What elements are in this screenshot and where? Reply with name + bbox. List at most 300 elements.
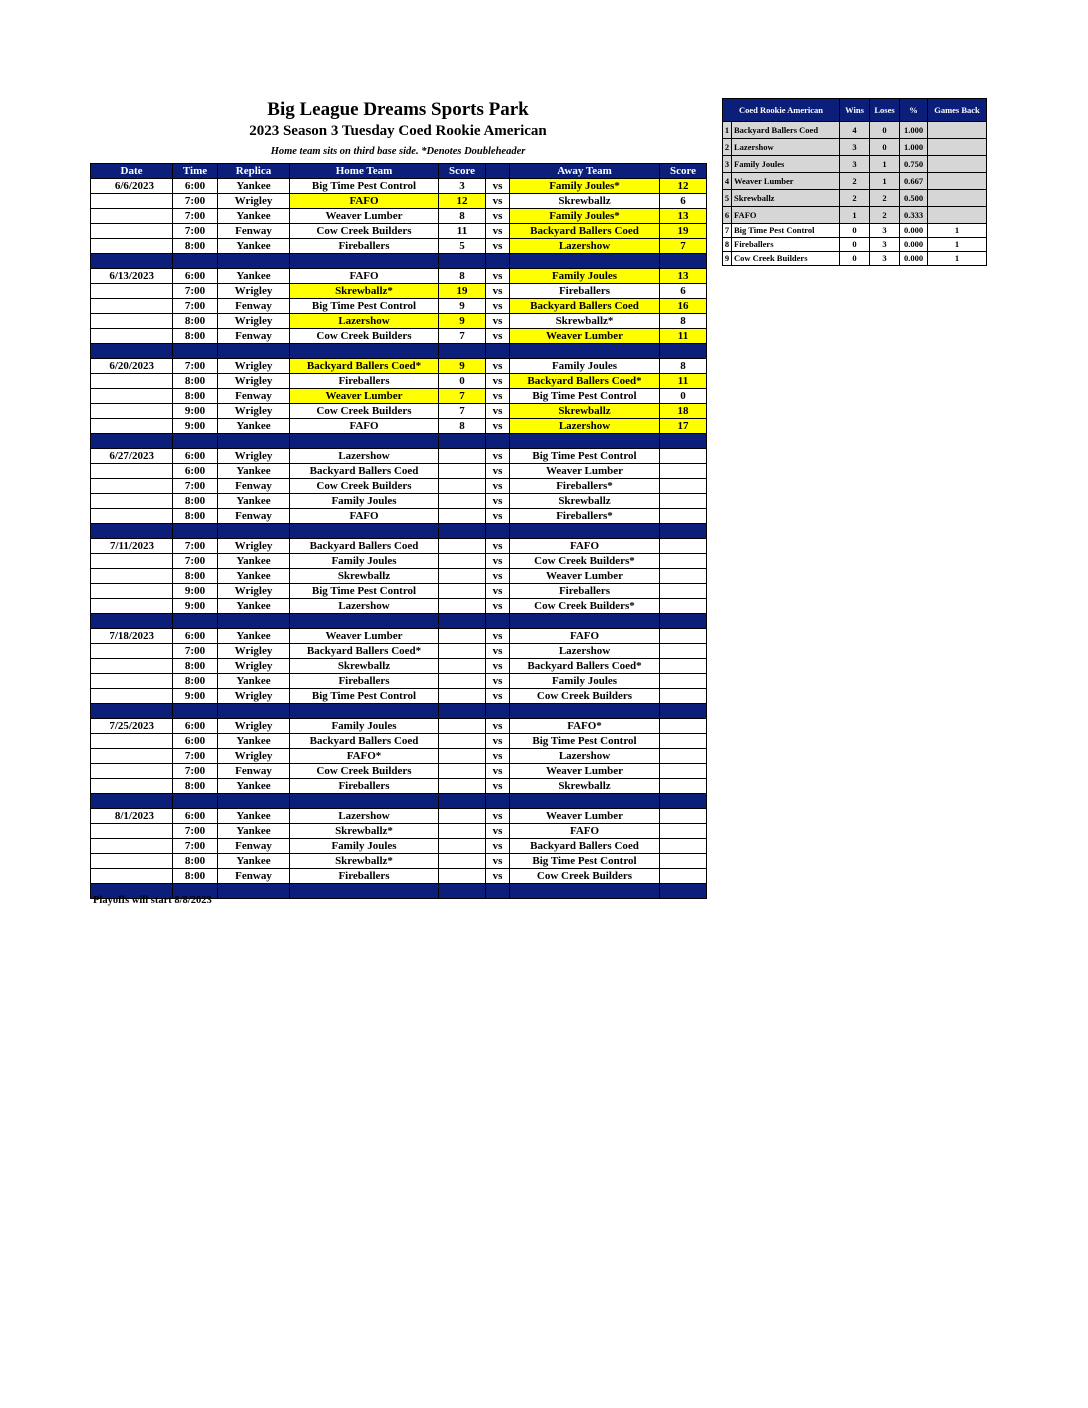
- home-team: Lazershow: [290, 449, 439, 464]
- standings-games-back: 1: [928, 224, 987, 238]
- separator-cell: [439, 524, 486, 539]
- game-date: [91, 569, 173, 584]
- game-field: Wrigley: [218, 404, 290, 419]
- game-time: 7:00: [173, 554, 218, 569]
- home-team: Family Joules: [290, 554, 439, 569]
- home-team: Lazershow: [290, 314, 439, 329]
- game-row: [91, 374, 707, 389]
- home-team: Fireballers: [290, 674, 439, 689]
- home-team: Cow Creek Builders: [290, 224, 439, 239]
- game-time: 7:00: [173, 284, 218, 299]
- game-field: Yankee: [218, 464, 290, 479]
- vs-label: vs: [486, 449, 510, 464]
- home-score: [439, 584, 486, 599]
- separator-cell: [439, 344, 486, 359]
- home-score: 7: [439, 389, 486, 404]
- vs-label: vs: [486, 224, 510, 239]
- game-date: [91, 239, 173, 254]
- game-date: [91, 404, 173, 419]
- game-row: [91, 239, 707, 254]
- vs-label: vs: [486, 674, 510, 689]
- standings-games-back: [928, 122, 987, 139]
- standings-team: Backyard Ballers Coed: [732, 122, 840, 139]
- away-score: 12: [660, 179, 707, 194]
- away-score: 0: [660, 389, 707, 404]
- separator-cell: [660, 884, 707, 899]
- home-score: [439, 674, 486, 689]
- away-score: [660, 464, 707, 479]
- away-score: [660, 509, 707, 524]
- vs-label: vs: [486, 329, 510, 344]
- standings-losses: 3: [870, 224, 900, 238]
- standings-wins: 0: [840, 238, 870, 252]
- standings-wins: 2: [840, 190, 870, 207]
- separator-cell: [218, 344, 290, 359]
- away-team: Backyard Ballers Coed: [510, 299, 660, 314]
- separator-cell: [486, 704, 510, 719]
- vs-label: vs: [486, 599, 510, 614]
- game-row: [91, 179, 707, 194]
- col-replica-header: Replica: [218, 164, 290, 179]
- game-time: 8:00: [173, 494, 218, 509]
- away-score: [660, 854, 707, 869]
- game-date: [91, 689, 173, 704]
- col-date-header: Date: [91, 164, 173, 179]
- game-field: Wrigley: [218, 314, 290, 329]
- standings-losses: 0: [870, 139, 900, 156]
- game-time: 8:00: [173, 374, 218, 389]
- game-field: Yankee: [218, 179, 290, 194]
- vs-label: vs: [486, 824, 510, 839]
- vs-label: vs: [486, 209, 510, 224]
- home-score: [439, 629, 486, 644]
- away-score: [660, 599, 707, 614]
- standings-loses-header: Loses: [870, 99, 900, 122]
- vs-label: vs: [486, 689, 510, 704]
- home-score: 7: [439, 329, 486, 344]
- away-team: Lazershow: [510, 749, 660, 764]
- home-team: Fireballers: [290, 869, 439, 884]
- standings-wins: 4: [840, 122, 870, 139]
- away-team: Skrewballz: [510, 404, 660, 419]
- standings-wins: 3: [840, 139, 870, 156]
- separator-cell: [290, 704, 439, 719]
- standings-row: [723, 224, 987, 238]
- separator-cell: [660, 254, 707, 269]
- standings-division-header: Coed Rookie American: [723, 99, 840, 122]
- game-row: [91, 569, 707, 584]
- game-date: [91, 869, 173, 884]
- game-date: [91, 854, 173, 869]
- game-row: [91, 464, 707, 479]
- game-row: [91, 554, 707, 569]
- away-score: [660, 629, 707, 644]
- away-score: 17: [660, 419, 707, 434]
- standings-wins-header: Wins: [840, 99, 870, 122]
- home-score: 19: [439, 284, 486, 299]
- standings-wins: 0: [840, 252, 870, 266]
- separator-cell: [510, 434, 660, 449]
- away-team: Big Time Pest Control: [510, 734, 660, 749]
- week-separator: [91, 434, 707, 449]
- game-date: [91, 299, 173, 314]
- standings-wins: 0: [840, 224, 870, 238]
- game-date: [91, 554, 173, 569]
- vs-label: vs: [486, 659, 510, 674]
- vs-label: vs: [486, 404, 510, 419]
- home-team: Big Time Pest Control: [290, 179, 439, 194]
- separator-cell: [660, 794, 707, 809]
- away-team: Family Joules*: [510, 209, 660, 224]
- home-team: Backyard Ballers Coed: [290, 539, 439, 554]
- game-row: [91, 584, 707, 599]
- week-separator: [91, 794, 707, 809]
- away-team: Backyard Ballers Coed*: [510, 659, 660, 674]
- game-date: [91, 509, 173, 524]
- separator-cell: [510, 524, 660, 539]
- away-team: Fireballers: [510, 284, 660, 299]
- game-date: 6/20/2023: [91, 359, 173, 374]
- standings-pct: 0.000: [900, 238, 928, 252]
- vs-label: vs: [486, 539, 510, 554]
- separator-cell: [510, 614, 660, 629]
- separator-cell: [173, 524, 218, 539]
- game-field: Yankee: [218, 599, 290, 614]
- page-title: Big League Dreams Sports Park: [267, 99, 529, 120]
- separator-cell: [486, 344, 510, 359]
- game-row: [91, 719, 707, 734]
- game-date: 7/18/2023: [91, 629, 173, 644]
- away-score: 19: [660, 224, 707, 239]
- separator-cell: [486, 614, 510, 629]
- game-time: 6:00: [173, 719, 218, 734]
- home-score: 3: [439, 179, 486, 194]
- away-team: Cow Creek Builders: [510, 689, 660, 704]
- game-field: Yankee: [218, 569, 290, 584]
- home-score: 8: [439, 269, 486, 284]
- home-score: 12: [439, 194, 486, 209]
- standings-pct-header: %: [900, 99, 928, 122]
- separator-cell: [510, 794, 660, 809]
- game-field: Fenway: [218, 389, 290, 404]
- vs-label: vs: [486, 299, 510, 314]
- home-team: Backyard Ballers Coed: [290, 734, 439, 749]
- game-date: 7/25/2023: [91, 719, 173, 734]
- separator-cell: [91, 434, 173, 449]
- separator-cell: [486, 794, 510, 809]
- game-date: [91, 284, 173, 299]
- game-row: [91, 299, 707, 314]
- vs-label: vs: [486, 809, 510, 824]
- game-field: Wrigley: [218, 749, 290, 764]
- game-date: [91, 419, 173, 434]
- away-score: 11: [660, 329, 707, 344]
- home-score: [439, 479, 486, 494]
- game-row: [91, 599, 707, 614]
- game-time: 9:00: [173, 419, 218, 434]
- separator-cell: [439, 884, 486, 899]
- game-row: [91, 494, 707, 509]
- standings-row: [723, 252, 987, 266]
- game-field: Fenway: [218, 509, 290, 524]
- away-score: [660, 689, 707, 704]
- standings-games-back: 1: [928, 238, 987, 252]
- game-row: [91, 194, 707, 209]
- away-team: Fireballers: [510, 584, 660, 599]
- game-time: 7:00: [173, 749, 218, 764]
- week-separator: [91, 614, 707, 629]
- separator-cell: [660, 344, 707, 359]
- home-score: [439, 719, 486, 734]
- home-score: [439, 779, 486, 794]
- game-field: Yankee: [218, 554, 290, 569]
- separator-cell: [173, 704, 218, 719]
- standings-team: Big Time Pest Control: [732, 224, 840, 238]
- game-row: [91, 209, 707, 224]
- separator-cell: [290, 884, 439, 899]
- away-score: [660, 584, 707, 599]
- home-team: Backyard Ballers Coed*: [290, 359, 439, 374]
- away-team: Weaver Lumber: [510, 809, 660, 824]
- home-team: Skrewballz: [290, 569, 439, 584]
- separator-cell: [439, 794, 486, 809]
- home-team: Weaver Lumber: [290, 209, 439, 224]
- away-score: 6: [660, 284, 707, 299]
- home-score: [439, 734, 486, 749]
- home-score: 5: [439, 239, 486, 254]
- game-row: [91, 314, 707, 329]
- game-date: 6/27/2023: [91, 449, 173, 464]
- schedule-body: [91, 179, 707, 899]
- game-row: [91, 224, 707, 239]
- game-row: [91, 869, 707, 884]
- game-row: [91, 644, 707, 659]
- game-time: 8:00: [173, 239, 218, 254]
- separator-cell: [218, 704, 290, 719]
- game-time: 8:00: [173, 314, 218, 329]
- standings-rank: 7: [723, 224, 732, 238]
- vs-label: vs: [486, 569, 510, 584]
- away-team: Family Joules: [510, 269, 660, 284]
- game-time: 6:00: [173, 464, 218, 479]
- home-team: Family Joules: [290, 839, 439, 854]
- vs-label: vs: [486, 494, 510, 509]
- game-row: [91, 284, 707, 299]
- week-separator: [91, 524, 707, 539]
- standings-row: [723, 173, 987, 190]
- game-field: Yankee: [218, 674, 290, 689]
- home-team: FAFO: [290, 509, 439, 524]
- separator-cell: [439, 434, 486, 449]
- home-team: FAFO*: [290, 749, 439, 764]
- game-time: 7:00: [173, 644, 218, 659]
- home-team: Fireballers: [290, 779, 439, 794]
- away-score: 18: [660, 404, 707, 419]
- separator-cell: [439, 614, 486, 629]
- away-score: [660, 764, 707, 779]
- standings-header-row: [723, 99, 987, 122]
- game-date: [91, 674, 173, 689]
- home-score: 8: [439, 419, 486, 434]
- home-team: Skrewballz*: [290, 284, 439, 299]
- week-separator: [91, 254, 707, 269]
- standings-pct: 0.000: [900, 252, 928, 266]
- standings-games-back: 1: [928, 252, 987, 266]
- standings-team: Cow Creek Builders: [732, 252, 840, 266]
- home-team: FAFO: [290, 419, 439, 434]
- away-team: Big Time Pest Control: [510, 389, 660, 404]
- game-field: Wrigley: [218, 644, 290, 659]
- game-time: 6:00: [173, 179, 218, 194]
- game-row: [91, 509, 707, 524]
- game-field: Wrigley: [218, 719, 290, 734]
- game-time: 7:00: [173, 359, 218, 374]
- separator-cell: [91, 614, 173, 629]
- game-time: 8:00: [173, 779, 218, 794]
- vs-label: vs: [486, 779, 510, 794]
- away-team: Fireballers*: [510, 479, 660, 494]
- separator-cell: [218, 794, 290, 809]
- away-score: [660, 719, 707, 734]
- schedule-header-row: [91, 164, 707, 179]
- game-date: [91, 734, 173, 749]
- home-team: Big Time Pest Control: [290, 299, 439, 314]
- game-time: 6:00: [173, 449, 218, 464]
- standings-row: [723, 156, 987, 173]
- vs-label: vs: [486, 509, 510, 524]
- separator-cell: [439, 704, 486, 719]
- col-away-score-header: Score: [660, 164, 707, 179]
- standings-row: [723, 190, 987, 207]
- home-team: Cow Creek Builders: [290, 404, 439, 419]
- home-team: Backyard Ballers Coed: [290, 464, 439, 479]
- standings-losses: 2: [870, 207, 900, 224]
- game-row: [91, 269, 707, 284]
- game-field: Yankee: [218, 824, 290, 839]
- away-team: FAFO: [510, 824, 660, 839]
- standings-pct: 0.667: [900, 173, 928, 190]
- home-score: [439, 659, 486, 674]
- vs-label: vs: [486, 179, 510, 194]
- home-team: Family Joules: [290, 719, 439, 734]
- home-score: [439, 599, 486, 614]
- vs-label: vs: [486, 734, 510, 749]
- away-team: Skrewballz: [510, 194, 660, 209]
- vs-label: vs: [486, 479, 510, 494]
- game-row: [91, 824, 707, 839]
- separator-cell: [510, 704, 660, 719]
- home-team: Lazershow: [290, 599, 439, 614]
- vs-label: vs: [486, 464, 510, 479]
- home-team: Lazershow: [290, 809, 439, 824]
- separator-cell: [290, 344, 439, 359]
- standings-pct: 1.000: [900, 139, 928, 156]
- game-row: [91, 839, 707, 854]
- col-home-score-header: Score: [439, 164, 486, 179]
- game-row: [91, 689, 707, 704]
- separator-cell: [660, 614, 707, 629]
- vs-label: vs: [486, 869, 510, 884]
- separator-cell: [486, 884, 510, 899]
- standings-team: Lazershow: [732, 139, 840, 156]
- game-date: [91, 329, 173, 344]
- standings-losses: 3: [870, 252, 900, 266]
- game-time: 7:00: [173, 839, 218, 854]
- game-row: [91, 539, 707, 554]
- game-date: [91, 479, 173, 494]
- game-field: Yankee: [218, 239, 290, 254]
- home-score: 0: [439, 374, 486, 389]
- page-subtitle: 2023 Season 3 Tuesday Coed Rookie American: [249, 123, 547, 139]
- game-date: [91, 764, 173, 779]
- game-field: Wrigley: [218, 194, 290, 209]
- standings-rank: 1: [723, 122, 732, 139]
- away-team: Weaver Lumber: [510, 764, 660, 779]
- game-time: 7:00: [173, 479, 218, 494]
- home-score: 11: [439, 224, 486, 239]
- away-score: [660, 644, 707, 659]
- standings-games-back: [928, 156, 987, 173]
- game-time: 8:00: [173, 674, 218, 689]
- away-score: [660, 734, 707, 749]
- home-score: [439, 809, 486, 824]
- separator-cell: [173, 434, 218, 449]
- standings-pct: 0.500: [900, 190, 928, 207]
- separator-cell: [486, 524, 510, 539]
- game-field: Fenway: [218, 869, 290, 884]
- game-field: Yankee: [218, 734, 290, 749]
- separator-cell: [218, 434, 290, 449]
- home-team: Big Time Pest Control: [290, 689, 439, 704]
- game-time: 7:00: [173, 764, 218, 779]
- separator-cell: [173, 614, 218, 629]
- away-score: [660, 749, 707, 764]
- separator-cell: [486, 434, 510, 449]
- home-score: [439, 449, 486, 464]
- game-date: [91, 659, 173, 674]
- game-date: [91, 824, 173, 839]
- standings-table: [722, 98, 987, 266]
- separator-cell: [290, 614, 439, 629]
- separator-cell: [173, 794, 218, 809]
- standings-team: Skrewballz: [732, 190, 840, 207]
- game-row: [91, 764, 707, 779]
- separator-cell: [439, 254, 486, 269]
- away-score: 11: [660, 374, 707, 389]
- game-field: Yankee: [218, 209, 290, 224]
- away-team: Skrewballz: [510, 494, 660, 509]
- vs-label: vs: [486, 839, 510, 854]
- standings-losses: 3: [870, 238, 900, 252]
- game-date: [91, 644, 173, 659]
- game-time: 7:00: [173, 194, 218, 209]
- away-team: Weaver Lumber: [510, 569, 660, 584]
- vs-label: vs: [486, 269, 510, 284]
- home-team: Skrewballz: [290, 659, 439, 674]
- game-time: 7:00: [173, 539, 218, 554]
- game-row: [91, 674, 707, 689]
- standings-games-back: [928, 207, 987, 224]
- home-team: Skrewballz*: [290, 854, 439, 869]
- away-team: Skrewballz: [510, 779, 660, 794]
- game-date: [91, 314, 173, 329]
- separator-cell: [510, 884, 660, 899]
- vs-label: vs: [486, 854, 510, 869]
- standings-team: FAFO: [732, 207, 840, 224]
- separator-cell: [290, 434, 439, 449]
- separator-cell: [510, 254, 660, 269]
- away-team: Lazershow: [510, 644, 660, 659]
